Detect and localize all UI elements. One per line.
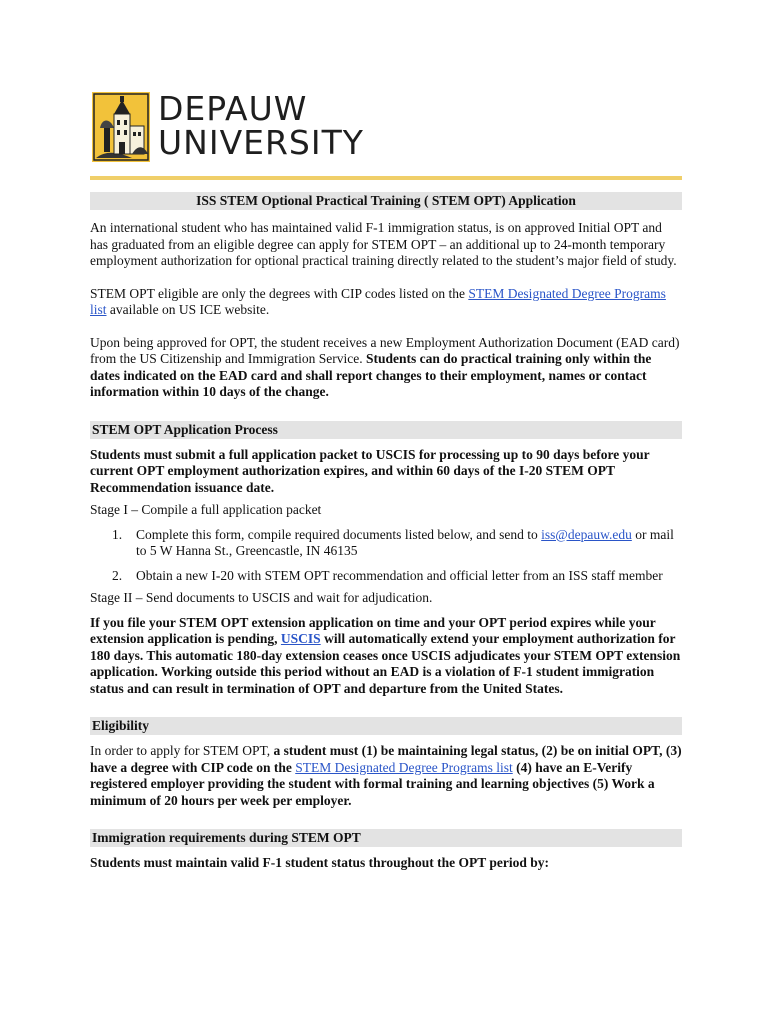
section-heading-immigration: Immigration requirements during STEM OPT	[90, 829, 682, 847]
depauw-logo	[92, 89, 392, 164]
section-heading-eligibility: Eligibility	[90, 717, 682, 735]
list-item	[90, 568, 682, 585]
stem-designated-degree-link-2[interactable]: STEM Designated Degree Programs list	[295, 759, 513, 775]
intro-p2-text: STEM OPT eligible are only the degrees with CIP codes listed on the	[90, 285, 469, 301]
intro-p2-text-end: available on US ICE website.	[106, 302, 270, 317]
logo-line-university: UNIVERSITY	[158, 123, 364, 162]
document-body	[90, 192, 682, 872]
immigration-bold: Students must maintain valid F-1 student status throughout the OPT period by:	[90, 855, 549, 870]
eligibility-bold-2: (4) have an E-Verify registered employer providing the student with formal training and learning objectives (5) Work a minimum of 20 hours per week per employer.	[90, 759, 655, 808]
eligibility-paragraph	[90, 743, 682, 809]
list-item-text-end: or mail to 5 W Hanna St., Greencastle, IN 46135	[136, 526, 674, 558]
depauw-tower-logo-icon	[92, 92, 150, 162]
logo-line-depauw: DEPAUW	[158, 89, 308, 128]
list-item-number: 1.	[112, 526, 123, 542]
intro-paragraph-3	[90, 335, 682, 401]
uscis-link[interactable]: USCIS	[280, 631, 321, 646]
list-item-number: 2.	[112, 567, 123, 583]
extension-paragraph	[90, 615, 682, 698]
stage-one-label: Stage I – Compile a full application packet	[90, 502, 322, 517]
stage-two-label: Stage II – Send documents to USCIS and wait for adjudication.	[90, 590, 433, 605]
document-title: ISS STEM Optional Practical Training ( STEM OPT) Application	[90, 192, 682, 210]
immigration-paragraph	[90, 855, 682, 872]
list-item-text: Obtain a new I-20 with STEM OPT recommendation and official letter from an ISS staff member	[136, 567, 663, 583]
list-item-text: Complete this form, compile required documents listed below, and send to	[136, 526, 542, 542]
process-deadline-paragraph	[90, 447, 682, 497]
list-item	[90, 527, 682, 560]
eligibility-text: In order to apply for STEM OPT,	[90, 743, 274, 758]
eligibility-bold-1: a student must (1) be maintaining legal status, (2) be on initial OPT, (3) have a degree with CIP code on the	[90, 743, 682, 775]
extension-bold-text-end: will automatically extend your employment authorization for 180 days. This automatic 180-day extension ceases once USCIS adjudicates your STEM OPT extension application. Working outside this period without an EAD is a violation of F-1 student immigration status and can result in termination of OPT and departure from the United States.	[90, 631, 681, 696]
intro-p3-text: Upon being approved for OPT, the student receives a new Employment Authorization Document (EAD card) from the US Citizenship and Immigration Service.	[90, 334, 680, 366]
stage-one-list	[90, 527, 682, 585]
intro-paragraph-1: An international student who has maintained valid F-1 immigration status, is on approved Initial OPT and has graduated from an eligible degree can apply for STEM OPT – an additional up to 24-month temporary employment authorization for optional practical training directly related to the student’s major field of study.	[90, 220, 677, 268]
intro-paragraph-2	[90, 286, 682, 319]
iss-email-link[interactable]: iss@depauw.edu	[541, 526, 632, 542]
extension-bold-text: If you file your STEM OPT extension application on time and your OPT period expires while your extension application is pending,	[90, 614, 656, 646]
logo-wordmark	[158, 89, 364, 162]
process-deadline-bold: Students must submit a full application packet to USCIS for processing up to 90 days before your current OPT employment authorization expires, and within 60 days of the I-20 STEM OPT Recommendation issuance date.	[90, 446, 650, 495]
intro-p3-bold: Students can do practical training only within the dates indicated on the EAD card and shall report changes to their employment, names or contact information within 10 days of the change.	[90, 351, 652, 399]
gold-divider	[90, 176, 682, 180]
section-heading-process: STEM OPT Application Process	[90, 421, 682, 439]
stem-designated-degree-link[interactable]: STEM Designated Degree Programs list	[90, 285, 666, 317]
